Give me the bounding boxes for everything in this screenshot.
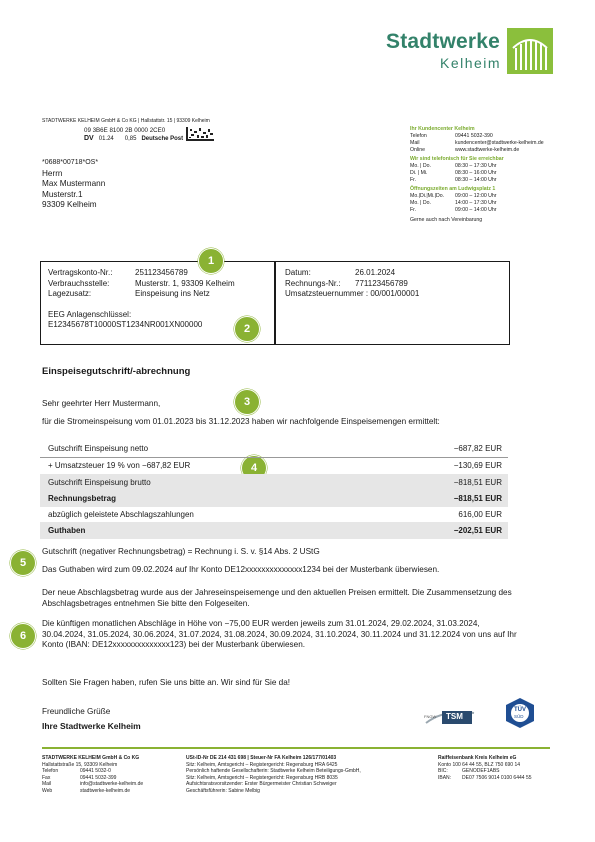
hours-label: Mo. | Do.	[410, 200, 431, 206]
contact-label: Telefon	[410, 133, 427, 139]
box-divider	[274, 262, 276, 344]
footer-bank	[438, 755, 573, 781]
row-label: Gutschrift Einspeisung netto	[48, 444, 149, 453]
recipient-ref: *0688*00718*OS*	[42, 159, 99, 166]
stelle-value: Musterstr. 1, 93309 Kelheim	[135, 278, 235, 288]
rechnung-label: Rechnungs-Nr.:	[285, 278, 341, 288]
contract-info-box	[40, 261, 510, 345]
footer-legal-line: Geschäftsführerin: Sabine Melbig	[186, 787, 260, 794]
badge-1: 1	[198, 248, 224, 274]
contact-label: Mail	[410, 140, 420, 146]
footer-label: IBAN:	[438, 774, 452, 781]
row-value: −130,69 EUR	[453, 461, 502, 470]
closing-text: Freundliche Grüße	[42, 707, 111, 716]
tsm-prefix: FNGW	[424, 714, 437, 719]
contact-value: www.stadtwerke-kelheim.de	[455, 147, 520, 153]
table-row	[40, 474, 508, 491]
kundencenter-contacts	[410, 133, 570, 154]
footer-divider	[42, 747, 550, 749]
table-row-total	[40, 490, 508, 507]
footer-tax-ids: USt-ID-Nr DE 214 431 698 | Steuer-Nr FA Kelheim 126/177/01403	[186, 755, 337, 761]
footer-legal-line: Sitz: Kelheim, Amtsgericht – Registergericht: Regensburg HRA 6425	[186, 761, 338, 768]
row-value: −818,51 EUR	[453, 494, 502, 503]
badge-5: 5	[10, 550, 36, 576]
future-payments-paragraph: Die künftigen monatlichen Abschläge in Höhe von −75,00 EUR werden jeweils zum 31.01.2024, 29.02.2024, 31.03.2024, 30.04.2024, 31.05.2024, 30.06.2024, 31.07.2024, 31.08.2024, 30.09.2024, 31.10.2024, 30.11.2024 und 31.12.2024 von uns auf Ihr Konto (IBAN: DE12xxxxxxxxxxxxxx123) bei der Musterbank überwiesen.	[42, 619, 517, 649]
greeting: Sehr geehrter Herr Mustermann,	[42, 399, 161, 408]
footer-bank-name: Raiffeisenbank Kreis Kelheim eG	[438, 755, 517, 761]
footer-legal-line: Persönlich haftende Gesellschafterin: Stadtwerke Kelheim Beteiligungs-GmbH,	[186, 768, 361, 775]
footer-bank-konto: Konto 100 64 44 55, BLZ 750 690 14	[438, 761, 521, 768]
table-row-balance	[40, 522, 508, 539]
contact-value: kundencenter@stadtwerke-kelheim.de	[455, 140, 544, 146]
datamatrix-icon	[186, 127, 214, 141]
hours-label: Fr.	[410, 177, 417, 183]
kundencenter-title: Ihr Kundencenter Kelheim	[410, 126, 475, 132]
lage-label: Lagezusatz:	[48, 289, 92, 298]
footer-value: 09441 5032-0	[80, 768, 111, 775]
datum-value: 26.01.2024	[355, 268, 396, 277]
sender-line: STADTWERKE KELHEIM GmbH & Co KG | Hallstattstr. 15 | 93309 Kelheim	[42, 118, 210, 124]
footer-label: Fax	[42, 774, 51, 781]
footer-value: stadtwerke-kelheim.de	[80, 787, 131, 794]
logo-place: Kelheim	[440, 55, 502, 71]
footer-value: 09441 5032-399	[80, 774, 117, 781]
contract-right	[285, 268, 419, 300]
signature: Ihre Stadtwerke Kelheim	[42, 721, 141, 731]
hours-label: Di. | Mi.	[410, 170, 428, 176]
footer-legal-line: Sitz: Kelheim, Amtsgericht – Registergericht: Regensburg HRB 8035	[186, 774, 338, 781]
footer-label: Web	[42, 787, 53, 794]
footer-company	[42, 755, 182, 795]
tuv-seal-icon	[504, 697, 536, 729]
konto-label: Vertragskonto-Nr.:	[48, 268, 113, 277]
footer-label: BIC:	[438, 768, 448, 775]
questions-text: Sollten Sie Fragen haben, rufen Sie uns bitte an. Wir sind für Sie da!	[42, 678, 291, 687]
badge-2: 2	[234, 316, 260, 342]
recipient-street: Musterstr.1	[42, 189, 83, 199]
hours-value: 08:30 – 16:00 Uhr	[455, 170, 497, 176]
recipient-name: Max Mustermann	[42, 179, 106, 188]
open-hours-title: Öffnungszeiten am Ludwigsplatz 1	[410, 186, 496, 192]
logo	[386, 28, 556, 76]
footer-address: Hallstattstraße 15, 93309 Kelheim	[42, 761, 118, 768]
postage-date: 01.24	[98, 136, 114, 142]
rechnung-value: 771123456789	[355, 278, 408, 288]
hours-value: 09:00 – 12:00 Uhr	[455, 193, 497, 199]
tuv-label: TÜV	[514, 707, 526, 713]
recipient-address	[42, 158, 105, 211]
footer-value: info@stadtwerke-kelheim.de	[80, 781, 144, 788]
ust-number: Umsatzsteuernummer : 00/001/00001	[285, 289, 420, 298]
row-value: −202,51 EUR	[453, 526, 502, 535]
contact-label: Online	[410, 147, 425, 153]
footer-company-name: STADTWERKE KELHEIM GmbH & Co KG	[42, 755, 140, 761]
credit-note: Gutschrift (negativer Rechnungsbetrag) = Rechnung i. S. v. §14 Abs. 2 UStG	[42, 547, 320, 556]
transfer-note: Das Guthaben wird zum 09.02.2024 auf Ihr Konto DE12xxxxxxxxxxxxxx1234 bei der Musterbank überwiesen.	[42, 565, 440, 574]
hours-value: 08:30 – 14:00 Uhr	[455, 177, 497, 183]
row-value: 616,00 EUR	[458, 510, 502, 519]
contract-left	[48, 268, 235, 331]
recipient-city: 93309 Kelheim	[42, 200, 97, 209]
table-row	[40, 457, 508, 474]
hours-value: 08:30 – 17:30 Uhr	[455, 163, 497, 169]
row-label: + Umsatzsteuer 19 % von −687,82 EUR	[48, 461, 191, 470]
appointment-note: Gerne auch nach Vereinbarung	[410, 217, 483, 223]
hours-value: 14:00 – 17:30 Uhr	[455, 200, 497, 206]
table-row	[40, 440, 508, 457]
datum-label: Datum:	[285, 268, 311, 277]
stelle-label: Verbrauchsstelle:	[48, 278, 110, 288]
lage-value: Einspeisung ins Netz	[135, 289, 210, 298]
row-value: −687,82 EUR	[453, 444, 502, 453]
contact-value: 09441 5032-390	[455, 133, 493, 139]
tsm-seal-icon	[424, 707, 476, 729]
eeg-value: E12345678T10000ST1234NR001XN00000	[48, 320, 203, 329]
badge-4: 4	[241, 455, 267, 481]
eeg-label: EEG Anlagenschlüssel:	[48, 309, 132, 319]
logo-name: Stadtwerke	[386, 30, 501, 53]
footer-label: Telefon	[42, 768, 59, 775]
logo-mark-icon	[507, 28, 553, 74]
phone-hours-title: Wir sind telefonisch für Sie erreichbar	[410, 156, 504, 162]
postage-carrier: Deutsche Post	[141, 136, 184, 142]
row-label: abzüglich geleistete Abschlagszahlungen	[48, 510, 194, 519]
postage-dv: DV	[84, 135, 94, 142]
kundencenter-block	[410, 126, 570, 224]
tuv-sub: SÜD	[514, 714, 524, 719]
row-label: Guthaben	[48, 526, 86, 535]
hours-label: Mo. | Do.	[410, 163, 431, 169]
postage-code: 09 3B6E 8100 2B 0000 2CE0	[84, 127, 166, 134]
badge-3: 3	[234, 389, 260, 415]
row-value: −818,51 EUR	[453, 478, 502, 487]
hours-value: 09:00 – 14:00 Uhr	[455, 207, 497, 213]
row-label: Rechnungsbetrag	[48, 494, 117, 503]
abschlag-paragraph: Der neue Abschlagsbetrag wurde aus der Jahreseinspeisemenge und den aktuellen Preisen ermittelt. Die Zusammensetzung des Abschlagsbetrages entnehmen Sie bitte den Folgeseiten.	[42, 588, 512, 608]
row-label: Gutschrift Einspeisung brutto	[48, 478, 151, 487]
postage-amount: 0,85	[124, 136, 137, 142]
tsm-label: TSM	[446, 712, 463, 721]
intro-text: für die Stromeinspeisung vom 01.01.2023 bis 31.12.2023 haben wir nachfolgende Einspeisemengen ermittelt:	[42, 417, 440, 426]
recipient-salutation: Herrn	[42, 168, 63, 178]
footer-value: DE07 7506 9014 0100 6444 55	[462, 774, 532, 781]
footer-label: Mail	[42, 781, 52, 788]
konto-value: 251123456789	[135, 268, 188, 277]
badge-6: 6	[10, 623, 36, 649]
page-title: Einspeisegutschrift/-abrechnung	[42, 366, 191, 377]
hours-label: Fr.	[410, 207, 417, 213]
footer-legal	[186, 755, 422, 795]
table-row	[40, 506, 508, 523]
hours-label: Mo.|Di.|Mi.|Do.	[410, 193, 445, 199]
footer-legal-line: Aufsichtsratsvorsitzender: Erster Bürgermeister Christian Schweiger	[186, 781, 337, 788]
footer-value: GENODEF1ABS	[462, 768, 500, 775]
